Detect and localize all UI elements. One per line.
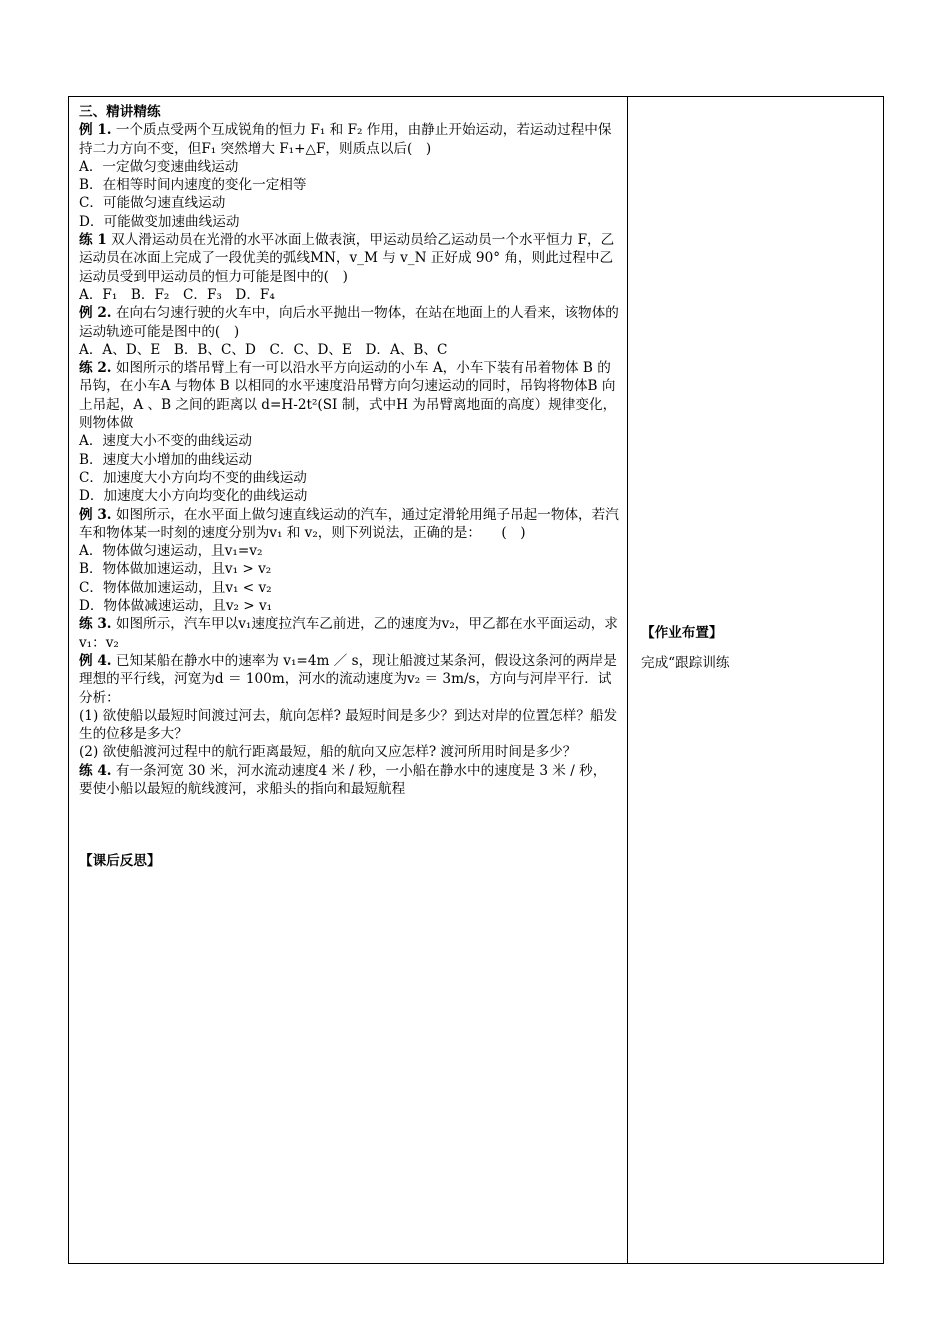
homework-text: 完成“跟踪训练 xyxy=(641,655,730,672)
main-column xyxy=(79,103,619,871)
practice-2-option: D．加速度大小方向均变化的曲线运动 xyxy=(79,488,308,505)
reflection-heading: 【课后反思】 xyxy=(79,853,161,870)
example-1-option: A．一定做匀变速曲线运动 xyxy=(79,158,239,175)
example-3: 例 3. 如图所示，在水平面上做匀速直线运动的汽车，通过定滑轮用绳子吊起一物体，若汽车和物体某一时刻的速度分别为v₁ 和 v₂，则下列说法，正确的是： ( ) xyxy=(79,506,619,541)
section-title: 三、精讲精练 xyxy=(79,104,161,120)
example-3-option: A．物体做匀速运动，且v₁=v₂ xyxy=(79,543,263,560)
example-2: 例 2. 在向右匀速行驶的火车中，向后水平抛出一物体，在站在地面上的人看来，该物体的运动轨迹可能是图中的( ) xyxy=(79,305,619,340)
example-1-option: D．可能做变加速曲线运动 xyxy=(79,213,240,230)
example-1: 例 1. 一个质点受两个互成锐角的恒力 F₁ 和 F₂ 作用，由静止开始运动，若运动过程中保持二力方向不变，但F₁ 突然增大 F₁+△F，则质点以后( ) xyxy=(79,122,612,157)
example-3-option: D．物体做减速运动，且v₂ > v₁ xyxy=(79,598,273,615)
column-divider xyxy=(627,96,628,1264)
example-4-question-2: (2) 欲使船渡河过程中的航行距离最短，船的航向又应怎样? 渡河所用时间是多少？ xyxy=(79,744,577,761)
example-1-option: C．可能做匀速直线运动 xyxy=(79,195,226,212)
practice-2: 练 2. 如图所示的塔吊臂上有一可以沿水平方向运动的小车 A，小车下装有吊着物体 B 的吊钩，在小车A 与物体 B 以相同的水平速度沿吊臂方向匀速运动的同时，吊钩将物体B 向上吊起，A 、B 之间的距离以 d=H-2t²(SI 制，式中H 为吊臂离地面的高度）规律变化，则物体做 xyxy=(79,360,617,432)
practice-3: 练 3. 如图所示，汽车甲以v₁速度拉汽车乙前进，乙的速度为v₂，甲乙都在水平面运动，求v₁：v₂ xyxy=(79,616,618,651)
practice-2-option: C．加速度大小方向均不变的曲线运动 xyxy=(79,469,307,486)
practice-1: 练 1 双人滑运动员在光滑的水平冰面上做表演，甲运动员给乙运动员一个水平恒力 F，乙运动员在冰面上完成了一段优美的弧线MN，v_M 与 v_N 正好成 90° 角，则此过程中乙运动员受到甲运动员的恒力可能是图中的( ) xyxy=(79,232,615,285)
example-4: 例 4. 已知某船在静水中的速率为 v₁=4m ／ s，现让船渡过某条河，假设这条河的两岸是理想的平行线，河宽为d ＝ 100m，河水的流动速度为v₂ ＝ 3m/s，方向与河岸平行．试分析： xyxy=(79,652,617,706)
practice-2-option: B．速度大小增加的曲线运动 xyxy=(79,451,253,468)
example-3-option: B．物体做加速运动，且v₁ > v₂ xyxy=(79,561,272,578)
example-4-question-1: (1) 欲使船以最短时间渡过河去，航向怎样? 最短时间是多少？到达对岸的位置怎样？船发生的位移是多大？ xyxy=(79,707,618,743)
example-3-option: C．物体做加速运动，且v₁ < v₂ xyxy=(79,579,272,596)
practice-1-options: A．F₁ B．F₂ C．F₃ D．F₄ xyxy=(79,286,275,303)
example-1-option: B．在相等时间内速度的变化一定相等 xyxy=(79,177,307,194)
example-2-options: A．A、D、E B．B、C、D C．C、D、E D．A、B、C xyxy=(79,341,448,358)
homework-heading: 【作业布置】 xyxy=(641,625,723,641)
practice-4: 练 4. 有一条河宽 30 米，河水流动速度4 米 / 秒，一小船在静水中的速度是 3 米 / 秒，要使小船以最短的航线渡河，求船头的指向和最短航程 xyxy=(79,762,607,797)
side-column xyxy=(641,624,871,673)
practice-2-option: A．速度大小不变的曲线运动 xyxy=(79,433,252,450)
